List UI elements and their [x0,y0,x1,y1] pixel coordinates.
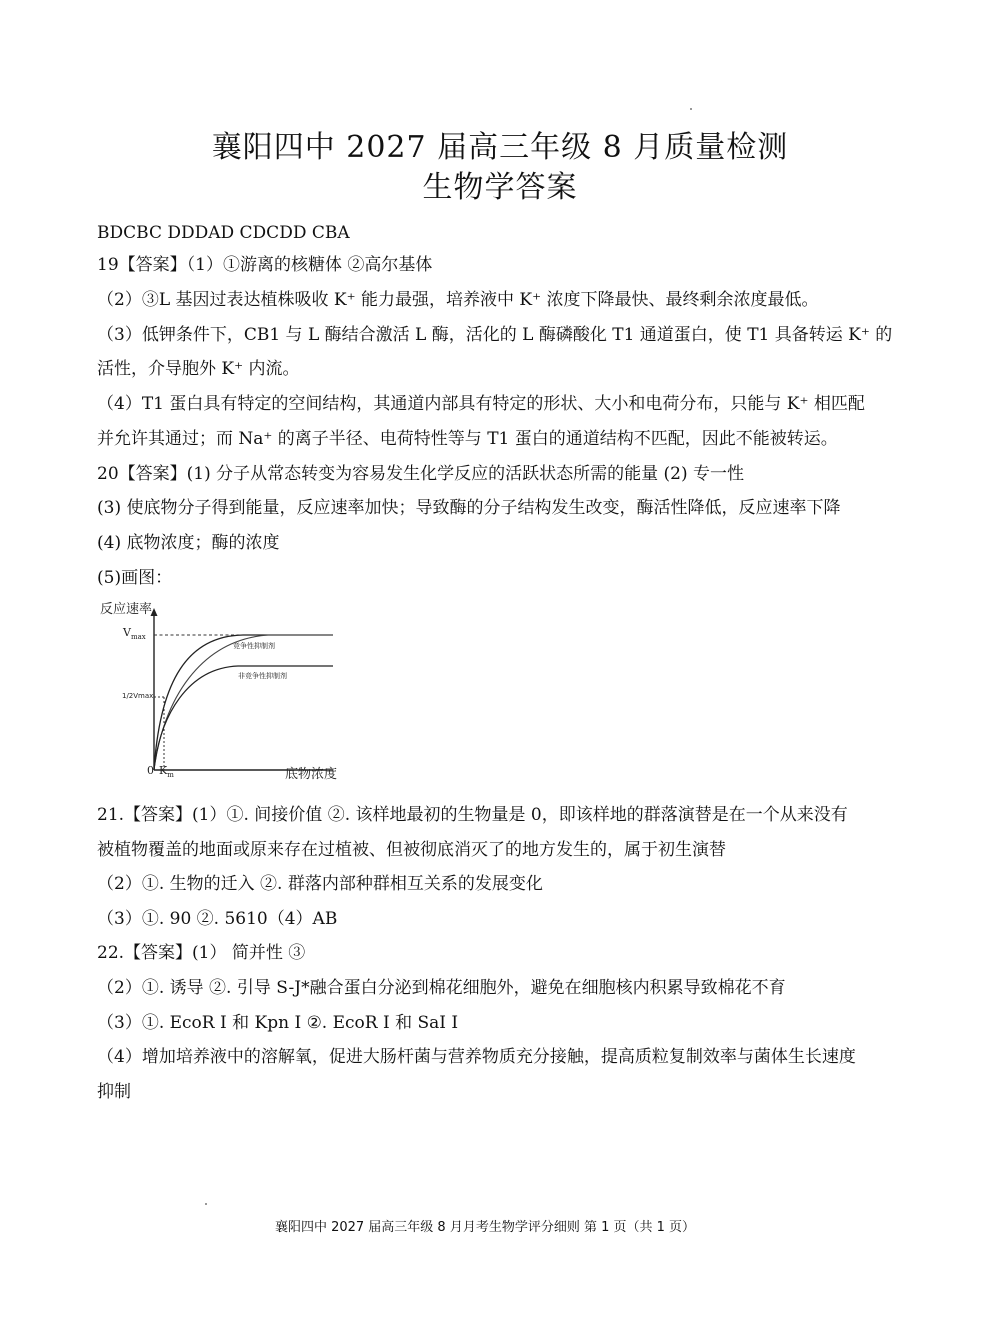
competitive-inhibitor-label: 竞争性抑制剂 [233,642,275,650]
q22-line-2: （2）①. 诱导 ②. 引导 S-J*融合蛋白分泌到棉花细胞外，避免在细胞核内积累导致棉花不育 [97,978,786,998]
q21-line-1: 21.【答案】(1）①. 间接价值 ②. 该样地最初的生物量是 0，即该样地的群落演替是在一个从来没有 [97,805,848,825]
q20-line-4: (5)画图： [97,568,173,588]
enzyme-kinetics-graph [100,600,348,784]
noncompetitive-inhibitor-curve [154,666,333,770]
origin-tick-label: 0 [147,764,154,777]
q22-line-1: 22.【答案】(1） 简并性 ③ [97,943,306,963]
q19-line-1: 19【答案】（1）①游离的核糖体 ②高尔基体 [97,255,433,275]
q20-line-2: (3) 使底物分子得到能量，反应速率加快；导致酶的分子结构发生改变，酶活性降低，反应速率下降 [97,498,841,518]
q19-line-5: （4）T1 蛋白具有特定的空间结构，其通道内部具有特定的形状、大小和电荷分布，只能与 K⁺ 相匹配 [97,394,865,414]
x-axis-label: 底物浓度 [285,767,338,782]
q19-line-2: （2）③L 基因过表达植株吸收 K⁺ 能力最强，培养液中 K⁺ 浓度下降最快、最终剩余浓度最低。 [97,290,819,310]
q19-line-4: 活性，介导胞外 K⁺ 内流。 [97,359,300,379]
q20-line-3: (4) 底物浓度；酶的浓度 [97,533,280,553]
mc-answer-line: BDCBC DDDAD CDCDD CBA [97,223,350,243]
q20-line-1: 20【答案】(1) 分子从常态转变为容易发生化学反应的活跃状态所需的能量 (2) 专一性 [97,464,745,484]
no-inhibitor-curve [154,635,333,770]
page-subtitle: 生物学答案 [422,170,578,205]
q21-line-3: （2）①. 生物的迁入 ②. 群落内部种群相互关系的发展变化 [97,874,543,894]
competitive-inhibitor-curve [154,635,333,770]
scan-speck [690,108,692,110]
half-vmax-tick-label: 1/2Vmax [122,692,154,700]
page-title: 襄阳四中 2027 届高三年级 8 月质量检测 [211,130,789,165]
q19-line-6: 并允许其通过；而 Na⁺ 的离子半径、电荷特性等与 T1 蛋白的通道结构不匹配，因此不能被转运。 [97,429,838,449]
q21-line-2: 被植物覆盖的地面或原来存在过植被、但被彻底消灭了的地方发生的，属于初生演替 [97,840,726,860]
q21-line-4: （3）①. 90 ②. 5610（4）AB [97,909,338,929]
page-footer: 襄阳四中 2027 届高三年级 8 月月考生物学评分细则 第 1 页（共 1 页） [274,1220,696,1235]
km-tick-label: $K_m$ [159,764,174,779]
noncompetitive-inhibitor-label: 非竞争性抑制剂 [238,672,287,680]
y-axis-label: 反应速率 [100,602,153,617]
vmax-tick-label: $V_{max}$ [123,626,146,641]
q19-line-3: （3）低钾条件下，CB1 与 L 酶结合激活 L 酶，活化的 L 酶磷酸化 T1 通道蛋白，使 T1 具备转运 K⁺ 的 [97,325,893,345]
scan-speck [205,1203,207,1205]
q22-line-3: （3）①. EcoR I 和 Kpn I ②. EcoR I 和 SaI I [97,1013,459,1033]
q22-line-4: （4）增加培养液中的溶解氧，促进大肠杆菌与营养物质充分接触，提高质粒复制效率与菌体生长速度 [97,1047,856,1067]
q22-line-5: 抑制 [97,1082,131,1102]
